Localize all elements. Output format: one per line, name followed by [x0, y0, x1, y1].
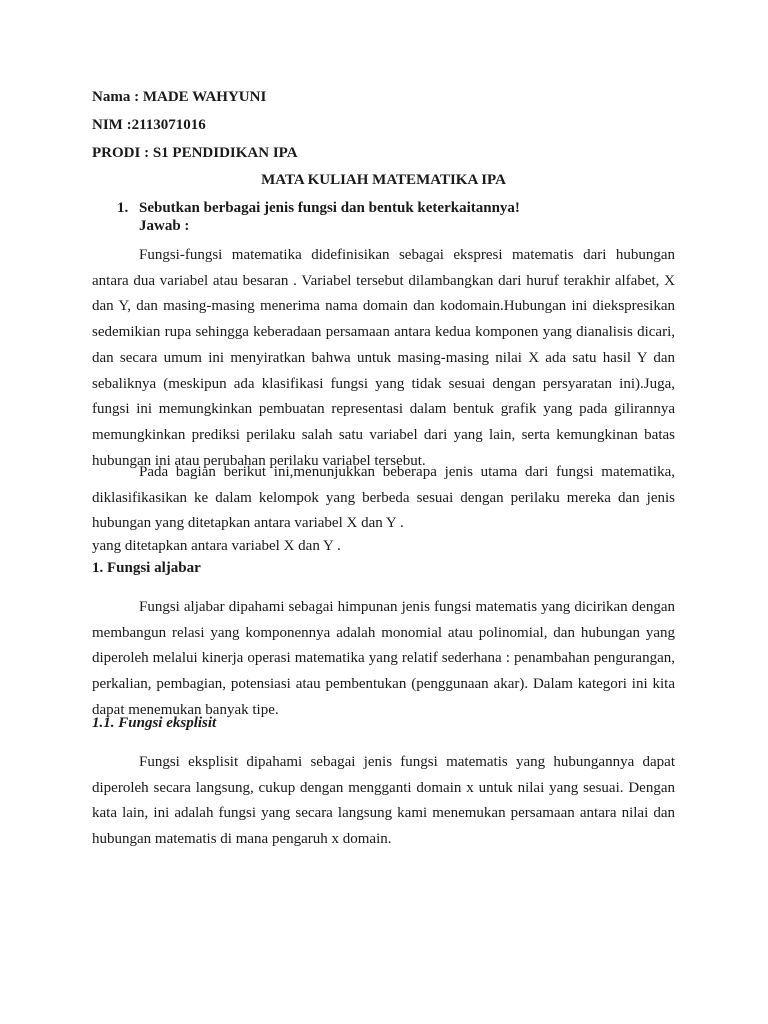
- course-title: MATA KULIAH MATEMATIKA IPA: [261, 172, 506, 188]
- study-program: PRODI : S1 PENDIDIKAN IPA: [92, 145, 298, 161]
- student-name: Nama : MADE WAHYUNI: [92, 89, 267, 105]
- answer-paragraph-2: Pada bagian berikut ini,menunjukkan beberapa jenis utama dari fungsi matematika, diklasifikasikan ke dalam kelompok yang berbeda sesuai dengan perilaku mereka dan jenis hubungan yang ditetapkan antara variabel X dan Y .: [92, 464, 675, 532]
- algebraic-paragraph: Fungsi aljabar dipahami sebagai himpunan jenis fungsi matematis yang dicirikan dengan membangun relasi yang komponennya adalah monomial atau polinomial, dan hubungan yang diperoleh melalui kinerja operasi matematika yang relatif sederhana : penambahan pengurangan, perkalian, pembagian, potensiasi atau pembentukan (penggunaan akar). Dalam kategori ini kita dapat menemukan banyak tipe.: [92, 599, 675, 718]
- section-heading-explicit: 1.1. Fungsi eksplisit: [92, 715, 217, 731]
- question-text: Sebutkan berbagai jenis fungsi dan bentuk keterkaitannya!: [139, 200, 520, 216]
- student-nim: NIM :2113071016: [92, 117, 206, 133]
- answer-paragraph-2-repeat: yang ditetapkan antara variabel X dan Y .: [92, 538, 341, 554]
- answer-paragraph-1: Fungsi-fungsi matematika didefinisikan sebagai ekspresi matematis dari hubungan antara dua variabel atau besaran . Variabel tersebut dilambangkan dari huruf terakhir alfabet, X dan Y, dan masing-masing menerima nama domain dan kodomain.Hubungan ini diekspresikan sedemikian rupa sehingga keberadaan persamaan antara kedua komponen yang dianalisis dicari, dan secara umum ini menyiratkan bahwa untuk masing-masing nilai X ada satu hasil Y dan sebaliknya (meskipun ada klasifikasi fungsi yang tidak sesuai dengan persyaratan ini).Juga, fungsi ini memungkinkan pembuatan representasi dalam bentuk grafik yang pada gilirannya memungkinkan prediksi perilaku salah satu variabel dari yang lain, serta kemungkinan batas hubungan ini atau perubahan perilaku variabel tersebut.: [92, 247, 675, 469]
- explicit-paragraph: Fungsi eksplisit dipahami sebagai jenis fungsi matematis yang hubungannya dapat diperoleh secara langsung, cukup dengan mengganti domain x untuk nilai yang sesuai. Dengan kata lain, ini adalah fungsi yang secara langsung kami menemukan persamaan antara nilai dan hubungan matematis di mana pengaruh x domain.: [92, 754, 675, 848]
- section-heading-algebraic: 1. Fungsi aljabar: [92, 560, 201, 576]
- answer-label: Jawab :: [139, 218, 190, 234]
- question-number: 1.: [117, 200, 129, 216]
